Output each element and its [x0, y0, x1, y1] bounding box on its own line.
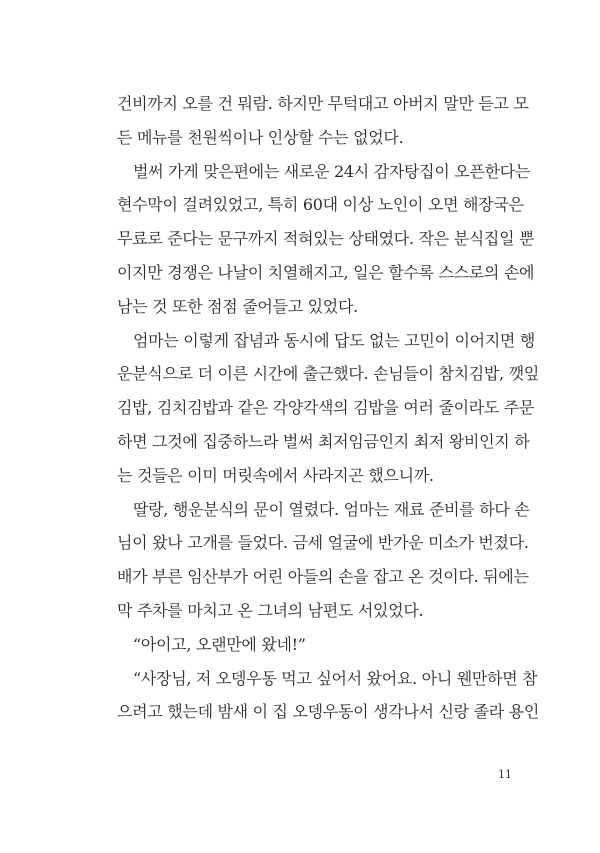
- text-line: “아이고, 오랜만에 왔네!”: [133, 634, 306, 654]
- text-line: 김밥, 김치김밥과 같은 각양각색의 김밥을 여러 줄이라도 주문: [117, 398, 535, 418]
- text-line: 으려고 했는데 밤새 이 집 오뎅우동이 생각나서 신랑 졸라 용인: [117, 702, 539, 722]
- text-line: 이지만 경쟁은 나날이 치열해지고, 일은 할수록 스스로의 손에: [117, 262, 535, 282]
- text-line: 든 메뉴를 천원씩이나 인상할 수는 없었다.: [117, 127, 404, 147]
- text-line: 는 것들은 이미 머릿속에서 사라지곤 했으니까.: [117, 465, 434, 485]
- page-number: 11: [498, 768, 512, 781]
- text-line: 님이 왔나 고개를 들었다. 금세 얼굴에 반가운 미소가 번졌다.: [117, 533, 529, 553]
- text-line: 건비까지 오를 건 뭐람. 하지만 무턱대고 아버지 말만 듣고 모: [117, 94, 529, 113]
- text-line: 막 주차를 마치고 온 그녀의 남편도 서있었다.: [117, 600, 424, 620]
- text-line: 딸랑, 행운분식의 문이 열렸다. 엄마는 재료 준비를 하다 손: [133, 499, 530, 519]
- text-line: 무료로 준다는 문구까지 적혀있는 상태였다. 작은 분식집일 뿐: [117, 229, 535, 249]
- text-line: 벌써 가게 맞은편에는 새로운 24시 감자탕집이 오픈한다는: [133, 161, 531, 181]
- body-text: [117, 87, 539, 729]
- text-line: 엄마는 이렇게 잡념과 동시에 답도 없는 고민이 이어지면 행: [133, 330, 536, 350]
- text-line: 남는 것 또한 점점 줄어들고 있었다.: [117, 296, 358, 316]
- text-line: 배가 부른 임산부가 어린 아들의 손을 잡고 온 것이다. 뒤에는: [117, 567, 529, 587]
- text-line: 하면 그것에 집중하느라 벌써 최저임금인지 최저 왕비인지 하: [117, 431, 530, 451]
- text-line: 운분식으로 더 이른 시간에 출근했다. 손님들이 참치김밥, 깻잎: [117, 364, 539, 384]
- text-line: 현수막이 걸려있었고, 특히 60대 이상 노인이 오면 해장국은: [117, 195, 524, 215]
- text-line: “사장님, 저 오뎅우동 먹고 싶어서 왔어요. 아니 웬만하면 참: [133, 668, 538, 688]
